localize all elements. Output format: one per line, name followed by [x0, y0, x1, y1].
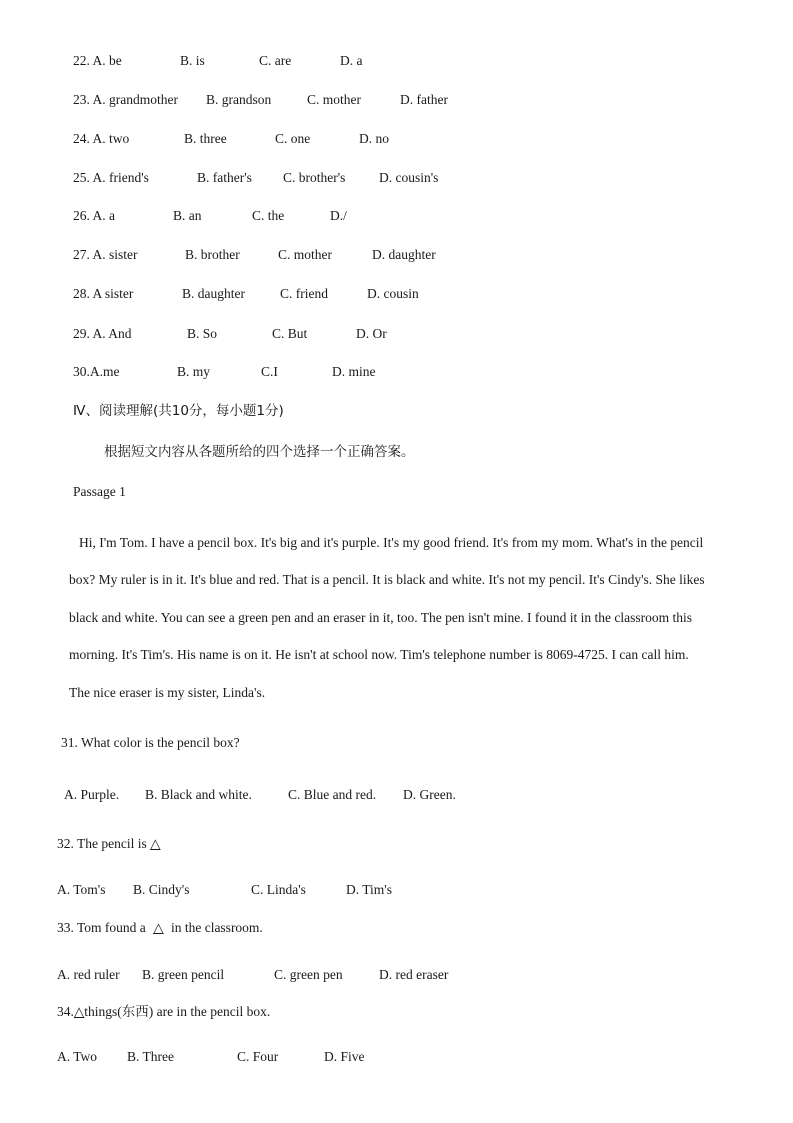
option-d: D. Tim's: [346, 882, 392, 897]
option-c: C. one: [275, 131, 311, 146]
question-32-options: [57, 882, 417, 898]
option-d: D./: [330, 208, 347, 223]
option-a: A. grandmother: [92, 92, 178, 107]
option-d: D. cousin: [367, 286, 419, 301]
item-number: 27.: [73, 247, 93, 262]
question-34: [57, 1004, 270, 1020]
question-34-options: [57, 1049, 397, 1065]
passage-line: Hi, I'm Tom. I have a pencil box. It's big and it's purple. It's my good friend. It's from my mom. What's in the pencil: [79, 535, 704, 550]
passage-title: Passage 1: [73, 484, 126, 499]
answer-blank: △: [153, 920, 164, 935]
cloze-item-25: [73, 170, 439, 186]
option-b: B. three: [184, 131, 227, 146]
option-c: C. brother's: [283, 170, 346, 185]
cloze-item-27: [73, 247, 436, 263]
option-b: B. Three: [127, 1049, 174, 1064]
option-c: C. Linda's: [251, 882, 306, 897]
option-d: D. father: [400, 92, 448, 107]
option-b: B. grandson: [206, 92, 272, 107]
item-number: 28.: [73, 286, 93, 301]
option-c: C. friend: [280, 286, 328, 301]
option-c: C. Blue and red.: [288, 787, 377, 802]
question-text: 31. What color is the pencil box?: [61, 735, 240, 750]
option-a: A.me: [89, 364, 120, 379]
item-number: 23.: [73, 92, 93, 107]
option-c: C. mother: [307, 92, 361, 107]
question-text: 33. Tom found a: [57, 920, 150, 935]
option-a: A. And: [92, 326, 132, 341]
option-d: D. Green.: [403, 787, 456, 802]
option-a: A. Two: [57, 1049, 98, 1064]
question-text-tail: in the classroom.: [167, 920, 263, 935]
cloze-item-22: [73, 53, 363, 69]
item-number: 30.: [73, 364, 90, 379]
option-b: B. daughter: [182, 286, 245, 301]
option-a: A. Tom's: [57, 882, 106, 897]
option-a: A. two: [92, 131, 130, 146]
option-b: B. So: [187, 326, 218, 341]
passage-line: The nice eraser is my sister, Linda's.: [69, 684, 266, 700]
option-c: C. the: [252, 208, 285, 223]
option-d: D. a: [340, 53, 363, 68]
passage-line: box? My ruler is in it. It's blue and red. That is a pencil. It is black and white. It's not my pencil. It's Cindy's. She likes: [69, 572, 705, 588]
item-number: 26.: [73, 208, 93, 223]
option-b: B. father's: [197, 170, 252, 185]
option-d: D. no: [359, 131, 389, 146]
cloze-item-24: [73, 131, 389, 147]
option-b: B. green pencil: [142, 967, 225, 982]
item-number: 29.: [73, 326, 93, 341]
cloze-item-29: [73, 326, 387, 342]
option-d: D. daughter: [372, 247, 436, 262]
option-b: B. brother: [185, 247, 240, 262]
option-a: A. friend's: [92, 170, 149, 185]
question-31-options: [64, 787, 494, 803]
question-text: 32. The pencil is: [57, 836, 151, 851]
answer-blank: △: [150, 836, 161, 851]
option-a: A. be: [92, 53, 122, 68]
cloze-item-30: [73, 364, 376, 380]
item-number: 25.: [73, 170, 93, 185]
cloze-item-28: [73, 286, 419, 302]
option-d: D. red eraser: [379, 967, 449, 982]
item-number: 22.: [73, 53, 93, 68]
option-c: C. But: [272, 326, 308, 341]
option-d: D. cousin's: [379, 170, 439, 185]
cloze-item-23: [73, 92, 448, 108]
option-c: C. green pen: [274, 967, 343, 982]
option-d: D. Five: [324, 1049, 365, 1064]
section-title: Ⅳ、阅读理解(共10分，每小题1分): [73, 403, 284, 419]
question-31: [61, 735, 240, 751]
passage-line: morning. It's Tim's. His name is on it. He isn't at school now. Tim's telephone number is 8069-4725. I can call him.: [69, 647, 689, 663]
option-b: B. an: [173, 208, 202, 223]
option-c: C. mother: [278, 247, 332, 262]
option-a: A. a: [92, 208, 116, 223]
passage-line: black and white. You can see a green pen and an eraser in it, too. The pen isn't mine. I found it in the classroom this: [69, 609, 693, 625]
option-b: B. Cindy's: [133, 882, 190, 897]
section-instruction: 根据短文内容从各题所给的四个选择一个正确答案。: [104, 444, 415, 460]
option-c: C. are: [259, 53, 292, 68]
question-text-tail: things(东西) are in the pencil box.: [84, 1004, 271, 1019]
answer-blank: △: [73, 1004, 85, 1019]
question-33: [57, 920, 263, 936]
option-a: A. Purple.: [64, 787, 120, 802]
question-33-options: [57, 967, 477, 983]
option-d: D. mine: [332, 364, 376, 379]
option-c: C.I: [261, 364, 278, 379]
cloze-item-26: [73, 208, 347, 224]
option-a: A sister: [92, 286, 134, 301]
option-d: D. Or: [356, 326, 387, 341]
question-text: 34.: [57, 1004, 74, 1019]
option-b: B. Black and white.: [145, 787, 252, 802]
option-c: C. Four: [237, 1049, 279, 1064]
question-32: [57, 836, 165, 852]
option-a: A. red ruler: [57, 967, 120, 982]
option-b: B. is: [180, 53, 205, 68]
item-number: 24.: [73, 131, 93, 146]
option-b: B. my: [177, 364, 211, 379]
option-a: A. sister: [92, 247, 138, 262]
passage-text: [69, 524, 729, 711]
